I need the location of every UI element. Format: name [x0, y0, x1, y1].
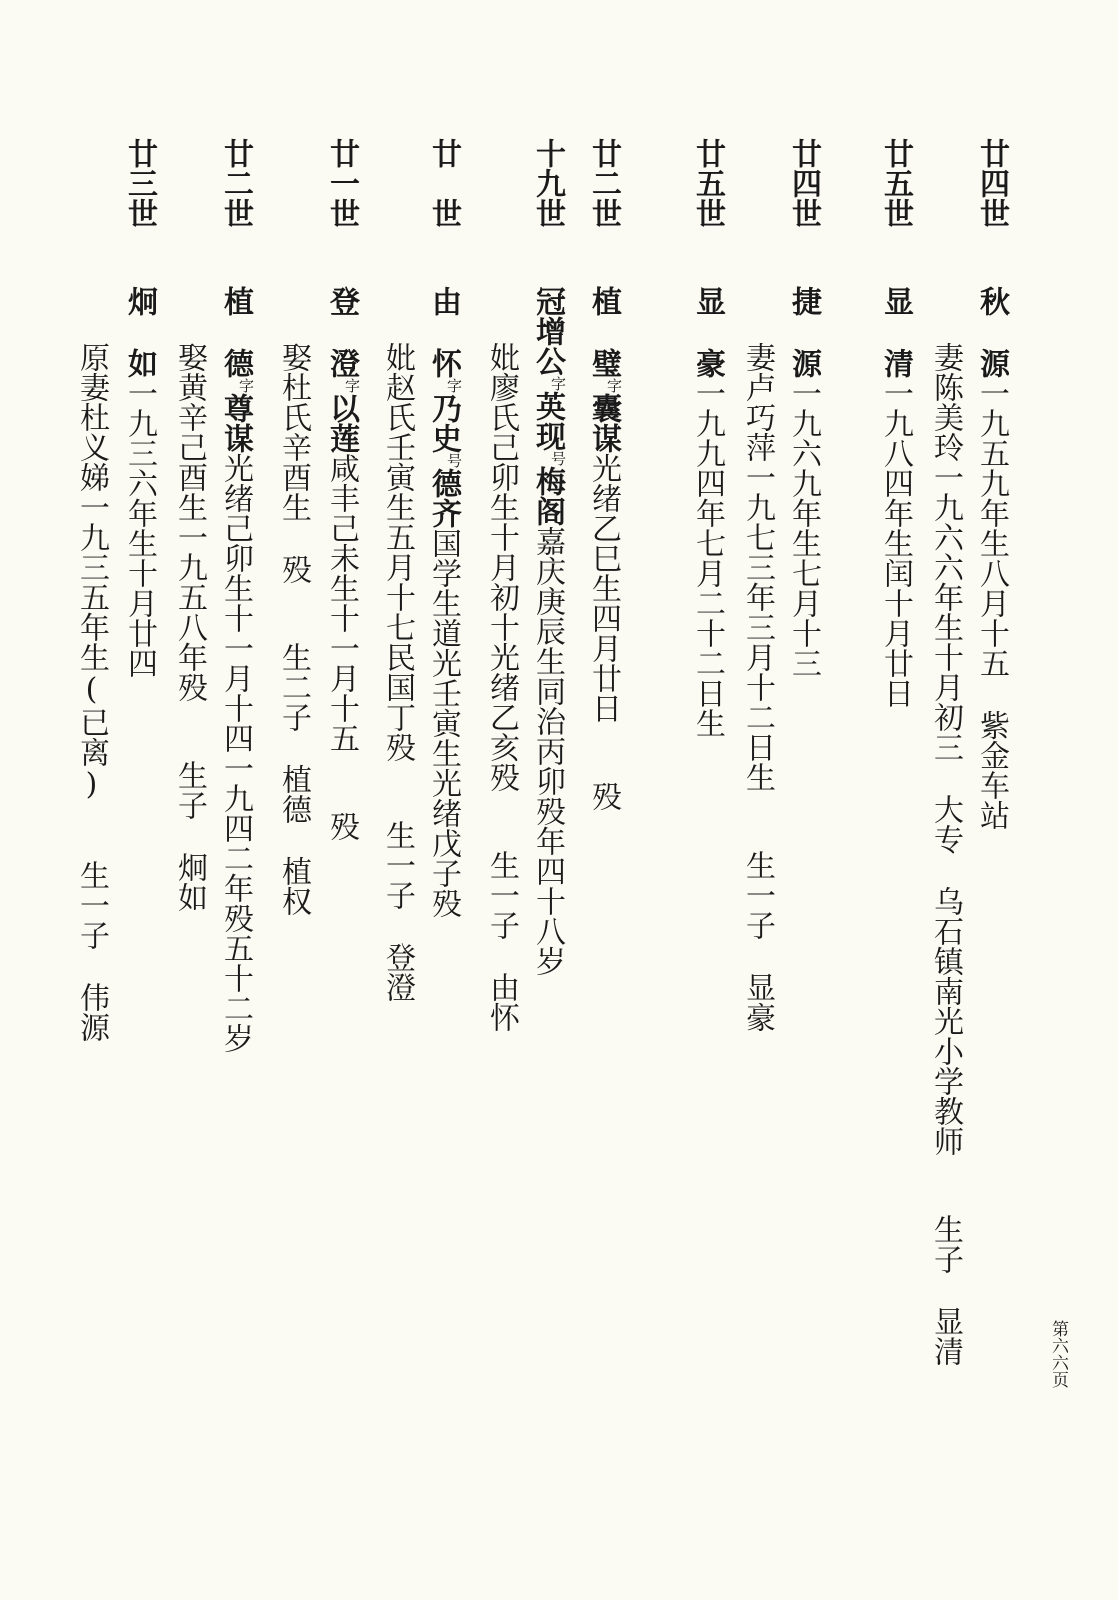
page-number: 第六六页 [1048, 1320, 1068, 1388]
spouse-lu-qiaoping: 妻卢巧萍一九七三年三月十二日生生一子显豪 [740, 342, 775, 1032]
spouse-huang: 娶黄辛己酉生一九五八年殁生子炯如 [172, 342, 207, 912]
entry-jiongru: 廿三世炯如一九三六年生十月廿四 [122, 138, 157, 678]
spouse-chen-meiling: 妻陈美玲一九六六年生十月初三大专乌石镇南光小学教师生子显清 [928, 342, 963, 1366]
entry-qiuyuan: 廿四世秋源一九五九年生八月十五紫金车站 [974, 138, 1009, 830]
entry-zhibi: 廿二世植璧$^字$囊谋光绪乙巳生四月廿日殁 [586, 138, 623, 811]
entry-xianqing: 廿五世显清一九八四年生闰十月廿日 [878, 138, 913, 708]
spouse-zhao: 妣赵氏壬寅生五月十七民国丁殁生一子登澄 [380, 342, 415, 1002]
spouse-du-yidi: 原妻杜义娣一九三五年生(已离)生一子伟源 [74, 342, 109, 1042]
entry-jieyuan: 廿四世捷源一九六九年生七月十三 [786, 138, 821, 678]
spouse-liao: 妣廖氏己卯生十月初十光绪乙亥殁生一子由怀 [484, 342, 519, 1032]
entry-dengcheng: 廿一世登澄$^字$以莲咸丰己未生十一月十五殁 [324, 138, 361, 841]
entry-youhuai: 廿 世由怀$^字$乃史$^号$德齐国学生道光壬寅生光绪戊子殁 [426, 138, 463, 918]
spouse-du: 娶杜氏辛酉生殁生二子植德植权 [276, 342, 311, 916]
entry-guanzenggong: 十九世冠增公$^字$英现$^号$梅阁嘉庆庚辰生同治丙卯殁年四十八岁 [530, 138, 567, 976]
entry-xianhao: 廿五世显豪一九九四年七月二十二日生 [690, 138, 725, 738]
entry-zhide: 廿二世植德$^字$尊谋光绪己卯生十一月十四一九四二年殁五十二岁 [218, 138, 255, 1053]
